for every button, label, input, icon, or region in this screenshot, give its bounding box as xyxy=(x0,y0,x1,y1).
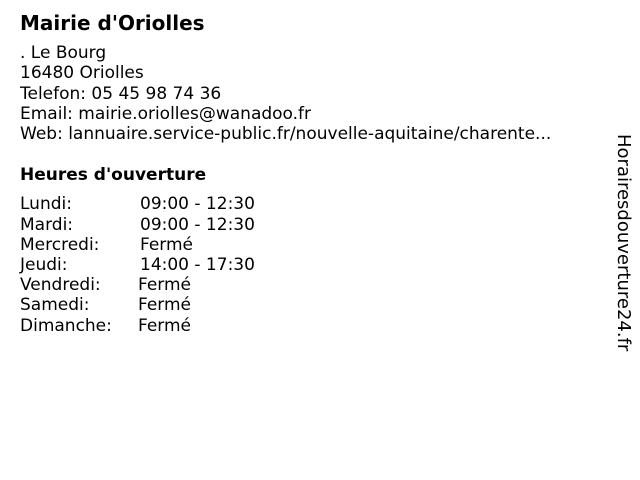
listing-title: Mairie d'Oriolles xyxy=(20,11,205,35)
phone-line: Telefon: 05 45 98 74 36 xyxy=(20,83,222,104)
hours-row-friday xyxy=(20,275,600,295)
hours-day-label: Samedi: xyxy=(20,295,90,316)
email-line: Email: mairie.oriolles@wanadoo.fr xyxy=(20,103,312,124)
hours-heading: Heures d'ouverture xyxy=(20,165,207,186)
hours-day-label: Dimanche: xyxy=(20,315,112,336)
opening-hours-table xyxy=(20,194,600,335)
address-street: . Le Bourg xyxy=(20,43,107,63)
address-city: 16480 Oriolles xyxy=(20,63,144,84)
hours-time-value: 14:00 - 17:30 xyxy=(140,255,255,276)
hours-time-value: Fermé xyxy=(140,234,194,255)
hours-row-saturday xyxy=(20,295,600,315)
hours-day-label: Vendredi: xyxy=(20,275,101,296)
hours-time-value: 09:00 - 12:30 xyxy=(140,214,255,235)
hours-row-sunday xyxy=(20,316,600,336)
hours-time-value: Fermé xyxy=(138,295,192,316)
hours-day-label: Jeudi: xyxy=(20,255,68,276)
hours-time-value: Fermé xyxy=(138,315,192,336)
hours-day-label: Mercredi: xyxy=(20,234,100,255)
site-brand-vertical: Horairesdouverture24.fr xyxy=(613,134,634,352)
hours-row-wednesday xyxy=(20,235,600,255)
hours-row-monday xyxy=(20,194,600,214)
listing-card xyxy=(20,10,600,336)
hours-row-tuesday xyxy=(20,215,600,235)
hours-row-thursday xyxy=(20,255,600,275)
hours-time-value: 09:00 - 12:30 xyxy=(140,194,255,215)
web-line: Web: lannuaire.service-public.fr/nouvelle-aquitaine/charente... xyxy=(20,124,552,145)
hours-time-value: Fermé xyxy=(138,275,192,296)
hours-day-label: Mardi: xyxy=(20,214,74,235)
contact-block xyxy=(20,43,600,144)
hours-day-label: Lundi: xyxy=(20,194,72,215)
